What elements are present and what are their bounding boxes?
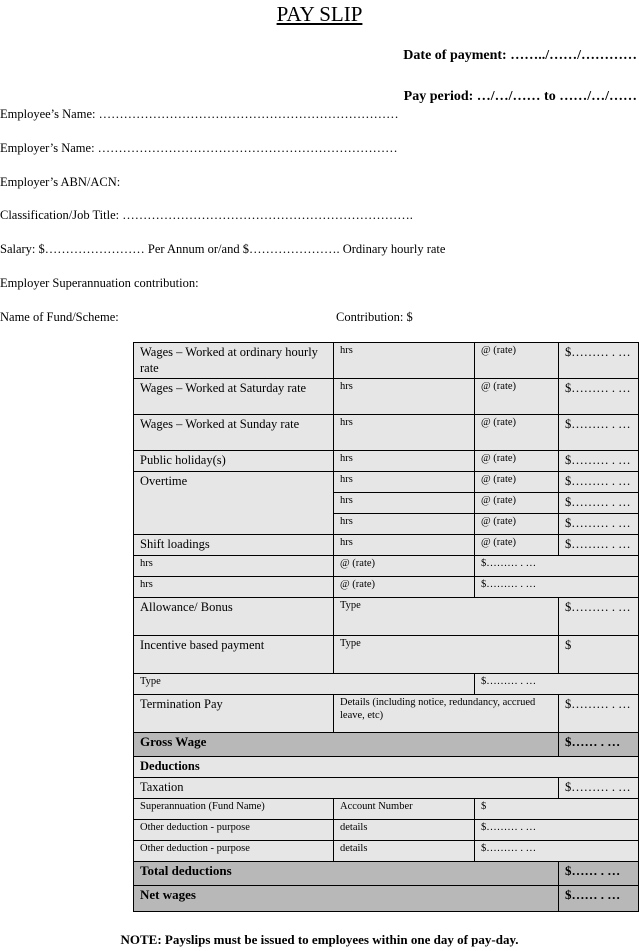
details-cell[interactable]: details <box>334 841 475 862</box>
hrs-cell[interactable]: hrs <box>334 514 475 535</box>
amount-cell[interactable]: $……… . … <box>559 343 639 379</box>
fund-name-field[interactable]: Name of Fund/Scheme: <box>0 310 119 324</box>
gross-wage-label: Gross Wage <box>134 733 559 757</box>
hrs-cell[interactable]: hrs <box>334 343 475 379</box>
public-holiday-label: Public holiday(s) <box>134 451 334 472</box>
date-of-payment: Date of payment: ……../……/………… <box>403 48 637 63</box>
rate-cell[interactable]: @ (rate) <box>334 556 475 577</box>
table-row <box>134 379 639 415</box>
footer-note: NOTE: Payslips must be issued to employees within one day of pay-day. <box>120 932 519 947</box>
hrs-cell[interactable]: hrs <box>334 451 475 472</box>
rate-cell[interactable]: @ (rate) <box>475 415 559 451</box>
amount-cell[interactable]: $……… . … <box>559 472 639 493</box>
net-wages-amount[interactable]: $…… . … <box>559 886 639 912</box>
rate-cell[interactable]: @ (rate) <box>475 343 559 379</box>
amount-cell[interactable]: $……… . … <box>559 598 639 636</box>
contribution-field[interactable]: Contribution: $ <box>336 310 413 324</box>
table-row <box>134 343 639 379</box>
amount-cell[interactable]: $……… . … <box>475 674 639 695</box>
account-number-cell[interactable]: Account Number <box>334 799 475 820</box>
amount-cell[interactable]: $……… . … <box>475 820 639 841</box>
type-cell[interactable]: Type <box>334 598 559 636</box>
amount-cell[interactable]: $……… . … <box>559 451 639 472</box>
amount-cell[interactable]: $……… . … <box>559 514 639 535</box>
hrs-cell[interactable]: hrs <box>334 472 475 493</box>
table-row <box>134 472 639 493</box>
details-cell[interactable]: details <box>334 820 475 841</box>
type-cell[interactable]: Type <box>334 636 559 674</box>
hrs-cell[interactable]: hrs <box>134 556 334 577</box>
rate-cell[interactable]: @ (rate) <box>475 379 559 415</box>
amount-cell[interactable]: $……… . … <box>559 535 639 556</box>
hrs-cell[interactable]: hrs <box>334 415 475 451</box>
amount-cell[interactable]: $……… . … <box>559 415 639 451</box>
total-deductions-amount[interactable]: $…… . … <box>559 862 639 886</box>
amount-cell[interactable]: $……… . … <box>475 841 639 862</box>
table-row <box>134 778 639 799</box>
table-row <box>134 695 639 733</box>
hrs-cell[interactable]: hrs <box>334 379 475 415</box>
table-row <box>134 757 639 778</box>
amount-cell[interactable]: $……… . … <box>559 493 639 514</box>
rate-cell[interactable]: @ (rate) <box>475 493 559 514</box>
allowance-label: Allowance/ Bonus <box>134 598 334 636</box>
rate-cell[interactable]: @ (rate) <box>475 451 559 472</box>
table-row <box>134 862 639 886</box>
pay-period: Pay period: …/…/…… to ……/…/…… <box>403 89 637 104</box>
amount-cell[interactable]: $……… . … <box>559 695 639 733</box>
incentive-label: Incentive based payment <box>134 636 334 674</box>
table-row <box>134 799 639 820</box>
table-row <box>134 733 639 757</box>
taxation-label: Taxation <box>134 778 559 799</box>
table-row <box>134 535 639 556</box>
table-row <box>134 841 639 862</box>
amount-cell[interactable]: $……… . … <box>475 556 639 577</box>
net-wages-label: Net wages <box>134 886 559 912</box>
amount-cell[interactable]: $ <box>475 799 639 820</box>
rate-cell[interactable]: @ (rate) <box>475 535 559 556</box>
other-deduction-label: Other deduction - purpose <box>134 841 334 862</box>
total-deductions-label: Total deductions <box>134 862 559 886</box>
salary-field[interactable]: Salary: $…………………… Per Annum or/and $…………………. Ordinary hourly rate <box>0 242 446 256</box>
employer-name-field[interactable]: Employer’s Name: ……………………………………………………………… <box>0 141 398 155</box>
amount-cell[interactable]: $……… . … <box>559 778 639 799</box>
table-row <box>134 886 639 912</box>
termination-label: Termination Pay <box>134 695 334 733</box>
deductions-heading: Deductions <box>134 757 639 778</box>
superannuation-label: Superannuation (Fund Name) <box>134 799 334 820</box>
table-row <box>134 577 639 598</box>
ordinary-wages-label: Wages – Worked at ordinary hourly rate <box>134 343 334 379</box>
amount-cell[interactable]: $……… . … <box>559 379 639 415</box>
table-row <box>134 598 639 636</box>
table-row <box>134 451 639 472</box>
employee-name-field[interactable]: Employee’s Name: ……………………………………………………………… <box>0 107 399 121</box>
payslip-table <box>133 342 639 912</box>
shift-loadings-label: Shift loadings <box>134 535 334 556</box>
hrs-cell[interactable]: hrs <box>334 535 475 556</box>
overtime-label: Overtime <box>134 472 334 535</box>
sunday-wages-label: Wages – Worked at Sunday rate <box>134 415 334 451</box>
hrs-cell[interactable]: hrs <box>334 493 475 514</box>
rate-cell[interactable]: @ (rate) <box>475 472 559 493</box>
hrs-cell[interactable]: hrs <box>134 577 334 598</box>
table-row <box>134 415 639 451</box>
table-row <box>134 636 639 674</box>
rate-cell[interactable]: @ (rate) <box>334 577 475 598</box>
table-row <box>134 674 639 695</box>
employer-abn-field[interactable]: Employer’s ABN/ACN: <box>0 175 121 189</box>
rate-cell[interactable]: @ (rate) <box>475 514 559 535</box>
page-title: PAY SLIP <box>276 2 363 26</box>
table-row <box>134 556 639 577</box>
table-row <box>134 820 639 841</box>
amount-cell[interactable]: $ <box>559 636 639 674</box>
super-contribution-label: Employer Superannuation contribution: <box>0 276 199 290</box>
classification-field[interactable]: Classification/Job Title: ……………………………………………………………. <box>0 208 413 222</box>
termination-details-cell[interactable]: Details (including notice, redundancy, accrued leave, etc) <box>334 695 559 733</box>
amount-cell[interactable]: $……… . … <box>475 577 639 598</box>
type-cell[interactable]: Type <box>134 674 475 695</box>
other-deduction-label: Other deduction - purpose <box>134 820 334 841</box>
gross-wage-amount[interactable]: $…… . … <box>559 733 639 757</box>
saturday-wages-label: Wages – Worked at Saturday rate <box>134 379 334 415</box>
